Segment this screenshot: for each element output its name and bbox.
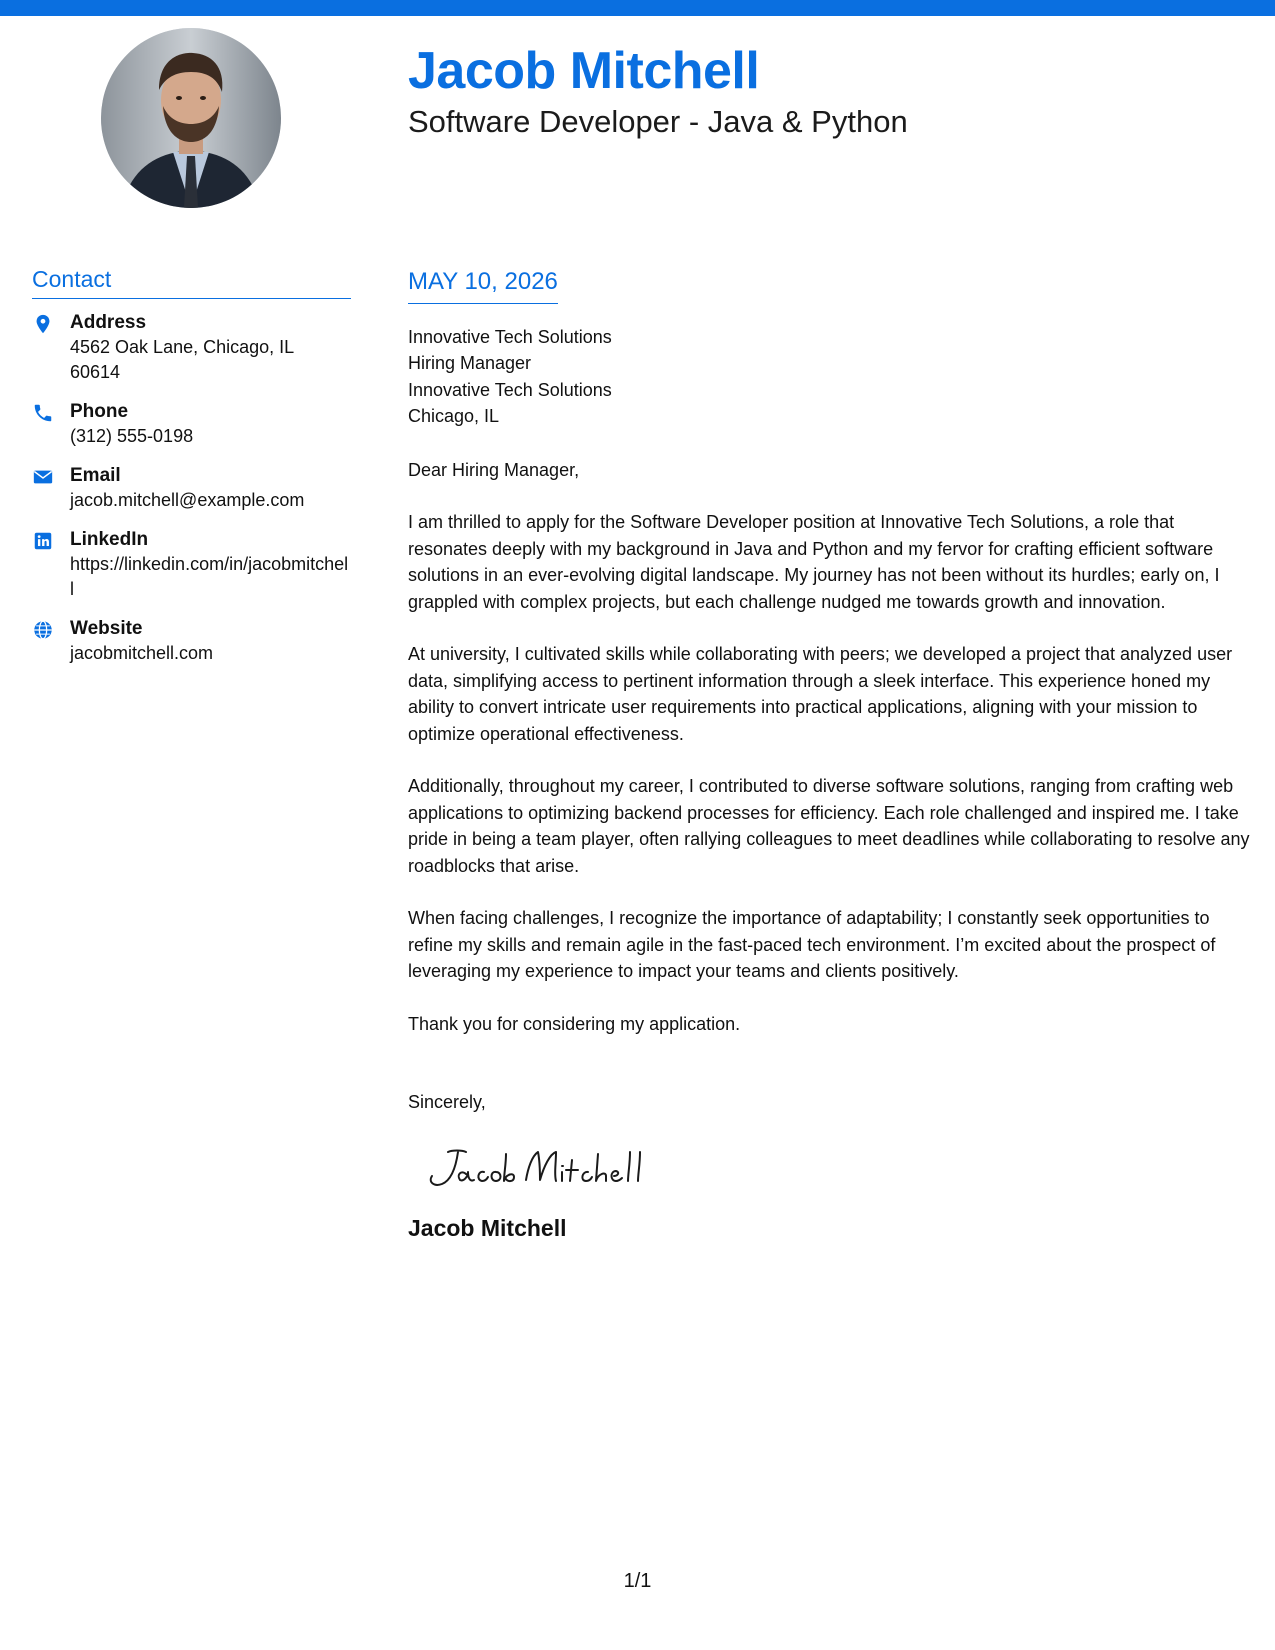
linkedin-icon — [32, 530, 54, 552]
recipient-line: Chicago, IL — [408, 406, 500, 427]
salutation: Dear Hiring Manager, — [408, 459, 580, 480]
top-accent-bar — [0, 0, 1275, 16]
contact-item-phone — [32, 400, 351, 449]
email-link[interactable]: jacob.mitchell@example.com — [70, 489, 305, 510]
profile-photo — [101, 28, 281, 208]
contact-label: LinkedIn — [70, 528, 149, 550]
recipient-line: Innovative Tech Solutions — [408, 326, 612, 347]
letter-paragraph: Thank you for considering my application. — [408, 1013, 741, 1034]
closing: Sincerely, — [408, 1092, 486, 1113]
candidate-headline: Software Developer - Java & Python — [408, 104, 908, 139]
website-link[interactable]: jacobmitchell.com — [70, 642, 214, 663]
envelope-icon — [32, 466, 54, 488]
phone-icon — [32, 402, 54, 424]
contact-item-linkedin — [32, 528, 351, 602]
recipient-line: Hiring Manager — [408, 353, 532, 374]
phone-value: (312) 555-0198 — [70, 425, 194, 446]
location-pin-icon — [32, 313, 54, 335]
letter-body — [408, 268, 1253, 1242]
contact-sidebar — [32, 266, 351, 681]
letter-date: MAY 10, 2026 — [408, 268, 558, 304]
contact-item-website — [32, 617, 351, 666]
handwritten-signature — [422, 1144, 662, 1194]
recipient-block — [408, 324, 1253, 430]
globe-icon — [32, 619, 54, 641]
letter-paragraph: When facing challenges, I recognize the importance of adaptability; I constantly seek opportunities to refine my skills and remain agile in the fast-paced tech environment. I’m excited about the prospect of leveraging my experience to impact your teams and clients positively. — [408, 908, 1216, 982]
contact-label: Email — [70, 464, 121, 486]
page-number: 1/1 — [623, 1570, 652, 1592]
candidate-name: Jacob Mitchell — [408, 42, 760, 100]
signer-name: Jacob Mitchell — [408, 1214, 567, 1241]
letter-paragraph: Additionally, throughout my career, I contributed to diverse software solutions, ranging from crafting web applications to optimizing backend processes for efficiency. Each role challenged and inspired me. I take pride in being a team player, often rallying colleagues to meet deadlines while collaborating to resolve any roadblocks that arise. — [408, 776, 1250, 876]
contact-label: Website — [70, 617, 143, 639]
contact-item-address — [32, 311, 351, 385]
contact-label: Phone — [70, 400, 129, 422]
contact-item-email — [32, 464, 351, 513]
contact-heading: Contact — [32, 266, 351, 299]
linkedin-link[interactable]: https://linkedin.com/in/jacobmitchell — [70, 553, 349, 599]
letter-paragraph: I am thrilled to apply for the Software Developer position at Innovative Tech Solutions, a role that resonates deeply with my background in Java and Python and my fervor for crafting efficient software solutions in an ever-evolving digital landscape. My journey has not been without its hurdles; early on, I grappled with complex projects, but each challenge nudged me towards growth and innovation. — [408, 512, 1220, 612]
letter-paragraph: At university, I cultivated skills while collaborating with peers; we developed a project that analyzed user data, simplifying access to pertinent information through a sleek interface. This experience honed my ability to convert intricate user requirements into practical applications, aligning with your mission to optimize operational effectiveness. — [408, 644, 1233, 744]
recipient-line: Innovative Tech Solutions — [408, 379, 612, 400]
contact-label: Address — [70, 311, 147, 333]
address-value: 4562 Oak Lane, Chicago, IL 60614 — [70, 336, 294, 382]
